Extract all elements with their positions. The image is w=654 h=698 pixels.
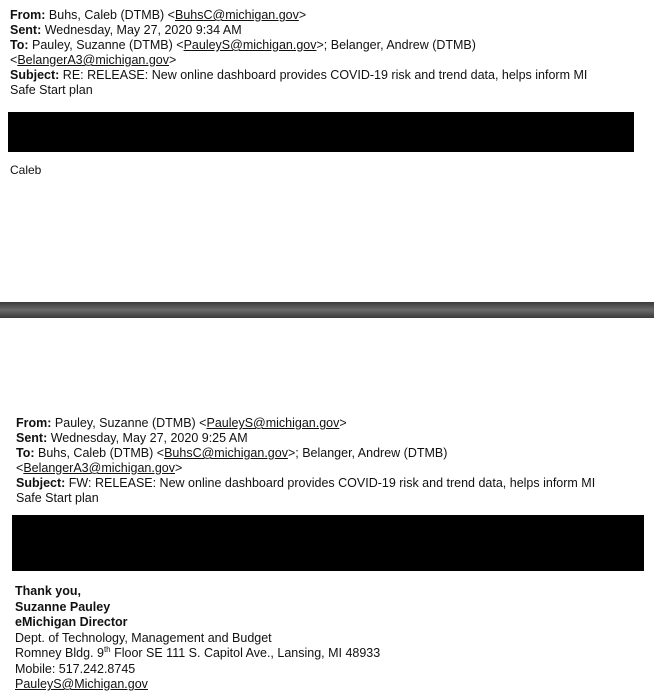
- from-close: >: [339, 416, 347, 430]
- address-pre: Romney Bldg. 9: [15, 646, 104, 660]
- redaction-box: [12, 515, 644, 571]
- email1-from-line: [10, 8, 640, 23]
- email2-to-line: [16, 446, 646, 461]
- to-open: <: [16, 461, 24, 475]
- to-name: Pauley, Suzanne (DTMB) <: [32, 38, 184, 52]
- from-name: Pauley, Suzanne (DTMB) <: [54, 416, 207, 430]
- from-close: >: [298, 8, 307, 22]
- redaction-box: [8, 112, 634, 152]
- subject-text: RE: RELEASE: New online dashboard provides COVID-19 risk and trend data, helps inform MI: [62, 68, 588, 82]
- sent-value: Wednesday, May 27, 2020 9:34 AM: [44, 23, 242, 37]
- email1-header: [10, 8, 640, 98]
- email1-subject-line2: Safe Start plan: [10, 83, 93, 97]
- to-close: >: [168, 53, 177, 67]
- from-label: From:: [10, 8, 46, 22]
- address-sup: th: [103, 644, 111, 654]
- from-email-link[interactable]: BuhsC@michigan.gov: [175, 8, 299, 22]
- to-open: <: [10, 53, 18, 67]
- to-mid: >; Belanger, Andrew (DTMB): [316, 38, 476, 52]
- page-divider: [0, 302, 654, 318]
- email-signature: [15, 584, 380, 693]
- to-mid: >; Belanger, Andrew (DTMB): [287, 446, 448, 460]
- to-close: >: [174, 461, 183, 475]
- subject-label: Subject:: [10, 68, 60, 82]
- email2-to-line2: [16, 461, 646, 476]
- from-name: Buhs, Caleb (DTMB) <: [48, 8, 175, 22]
- from-label: From:: [16, 416, 52, 430]
- sent-label: Sent:: [16, 431, 48, 445]
- to-label: To:: [10, 38, 29, 52]
- sent-label: Sent:: [10, 23, 42, 37]
- sent-value: Wednesday, May 27, 2020 9:25 AM: [50, 431, 248, 445]
- from-email-link[interactable]: PauleyS@michigan.gov: [206, 416, 340, 430]
- signature-mobile: Mobile: 517.242.8745: [15, 661, 136, 676]
- subject-text: FW: RELEASE: New online dashboard provides COVID-19 risk and trend data, helps inform MI: [68, 476, 596, 490]
- email2-header: [16, 416, 646, 506]
- address-post: Floor SE 111 S. Capitol Ave., Lansing, MI 48933: [110, 646, 381, 660]
- signature-email-link[interactable]: PauleyS@Michigan.gov: [15, 677, 148, 691]
- email1-to-line2: [10, 53, 640, 68]
- email1-subject-line: [10, 68, 640, 83]
- signature-thanks: Thank you,: [15, 584, 81, 598]
- email2-from-line: [16, 416, 646, 431]
- signature-title: eMichigan Director: [15, 615, 128, 629]
- to-email-link[interactable]: BuhsC@michigan.gov: [164, 446, 288, 460]
- to-email2-link[interactable]: BelangerA3@michigan.gov: [23, 461, 175, 475]
- subject-label: Subject:: [16, 476, 66, 490]
- signature-address: [15, 646, 380, 662]
- signature-name: Suzanne Pauley: [15, 599, 111, 614]
- to-name: Buhs, Caleb (DTMB) <: [38, 446, 165, 460]
- email2-sent-line: [16, 431, 646, 446]
- to-label: To:: [16, 446, 35, 460]
- email2-subject-line: [16, 476, 646, 491]
- to-email2-link[interactable]: BelangerA3@michigan.gov: [17, 53, 169, 67]
- email2-subject-line2: Safe Start plan: [16, 491, 99, 505]
- to-email-link[interactable]: PauleyS@michigan.gov: [183, 38, 317, 52]
- signature-dept: Dept. of Technology, Management and Budget: [15, 630, 272, 645]
- email1-signoff: Caleb: [10, 163, 42, 177]
- email1-sent-line: [10, 23, 640, 38]
- email1-to-line: [10, 38, 640, 53]
